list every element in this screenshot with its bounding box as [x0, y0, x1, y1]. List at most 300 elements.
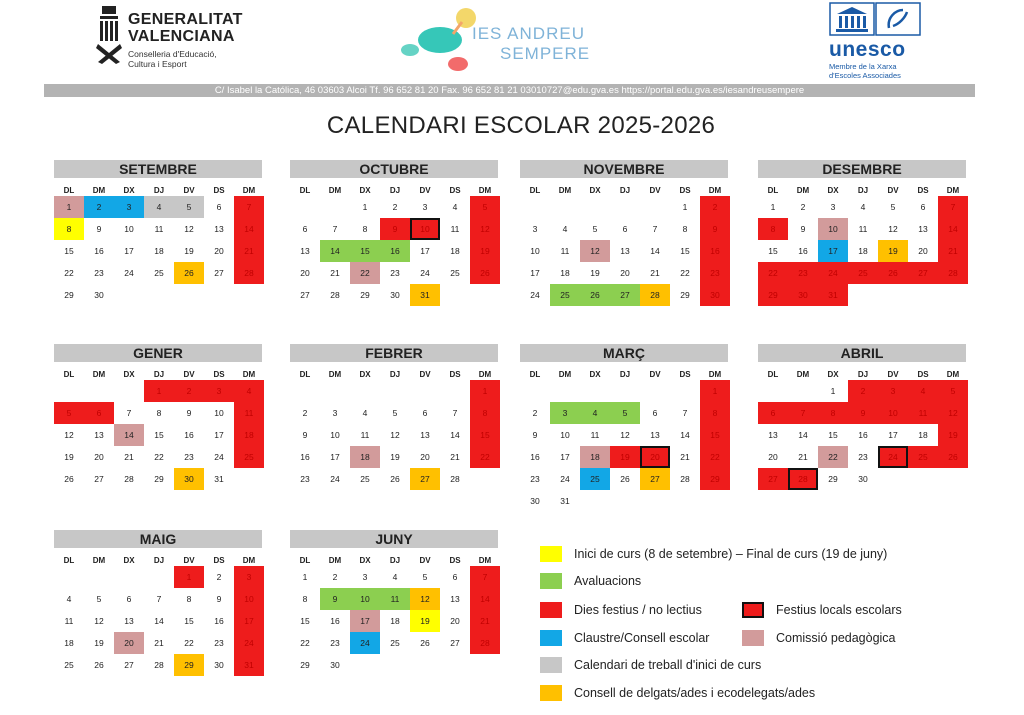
weekday-header: DJ	[153, 556, 165, 565]
day-cell: 12	[620, 430, 630, 440]
day-cell: 4	[362, 408, 368, 418]
day-cell: 28	[788, 468, 818, 490]
day-cell: 28	[450, 474, 460, 484]
month-grid	[520, 369, 730, 512]
day-cell: 18	[560, 268, 570, 278]
legend-swatch	[540, 685, 562, 701]
month-marc	[520, 344, 730, 512]
weekday-header: DL	[529, 186, 541, 195]
day-cell: 2	[392, 202, 398, 212]
day-cell: 13	[124, 616, 134, 626]
day-cell: 27	[640, 468, 670, 490]
day-cell: 25	[390, 638, 400, 648]
weekday-header: DL	[63, 370, 75, 379]
day-cell: 2	[84, 196, 114, 218]
day-cell: 7	[652, 224, 658, 234]
day-cell: 5	[592, 224, 598, 234]
day-cell: 13	[918, 224, 928, 234]
day-cell: 16	[858, 430, 868, 440]
day-cell: 28	[154, 660, 164, 670]
day-cell: 24	[124, 268, 134, 278]
legend-label: Calendari de treball d'inici de curs	[574, 658, 762, 672]
weekday-header: DM	[796, 370, 810, 379]
day-cell: 5	[890, 202, 896, 212]
day-cell: 25	[848, 262, 878, 284]
day-cell: 24	[560, 474, 570, 484]
day-cell: 22	[350, 262, 380, 284]
day-cell: 7	[452, 408, 458, 418]
day-cell: 21	[450, 452, 460, 462]
weekday-header: DX	[827, 370, 839, 379]
day-cell: 12	[580, 240, 610, 262]
day-cell: 14	[114, 424, 144, 446]
day-cell: 11	[154, 224, 164, 234]
weekday-header: DX	[589, 370, 601, 379]
day-cell: 28	[938, 262, 968, 284]
weekday-header: DL	[63, 186, 75, 195]
day-cell: 22	[680, 268, 690, 278]
day-cell: 4	[562, 224, 568, 234]
weekday-header: DX	[123, 186, 135, 195]
legend-label: Inici de curs (8 de setembre) – Final de curs (19 de juny)	[574, 547, 888, 561]
day-cell: 1	[682, 202, 688, 212]
month-grid	[758, 185, 968, 306]
empty-cell	[550, 380, 580, 402]
empty-cell	[520, 380, 550, 402]
day-cell: 17	[234, 610, 264, 632]
day-cell: 23	[330, 638, 340, 648]
day-cell: 28	[680, 474, 690, 484]
ies-logo	[398, 4, 478, 76]
day-cell: 27	[610, 284, 640, 306]
day-cell: 21	[234, 240, 264, 262]
day-cell: 20	[300, 268, 310, 278]
day-cell: 29	[300, 660, 310, 670]
day-cell: 8	[302, 594, 308, 604]
day-cell: 20	[214, 246, 224, 256]
day-cell: 25	[580, 468, 610, 490]
day-cell: 27	[450, 638, 460, 648]
weekday-header: DJ	[389, 186, 401, 195]
day-cell: 20	[768, 452, 778, 462]
day-cell: 10	[560, 430, 570, 440]
day-cell: 2	[302, 408, 308, 418]
empty-cell	[670, 380, 700, 402]
legend-swatch	[742, 602, 764, 618]
day-cell: 17	[560, 452, 570, 462]
day-cell: 28	[470, 632, 500, 654]
day-cell: 27	[908, 262, 938, 284]
day-cell: 2	[174, 380, 204, 402]
day-cell: 1	[302, 572, 308, 582]
day-cell: 9	[302, 430, 308, 440]
day-cell: 21	[124, 452, 134, 462]
day-cell: 2	[848, 380, 878, 402]
month-grid	[758, 369, 968, 490]
unesco-logo	[829, 2, 921, 36]
day-cell: 20	[114, 632, 144, 654]
day-cell: 5	[54, 402, 84, 424]
day-cell: 12	[470, 218, 500, 240]
weekday-header: DV	[887, 370, 899, 379]
day-cell: 31	[560, 496, 570, 506]
month-novembre	[520, 160, 730, 306]
weekday-header: DV	[419, 370, 431, 379]
day-cell: 14	[650, 246, 660, 256]
legend-label: Comissió pedagògica	[776, 631, 896, 645]
empty-cell	[640, 196, 670, 218]
day-cell: 29	[828, 474, 838, 484]
empty-cell	[440, 380, 470, 402]
weekday-header: DJ	[619, 370, 631, 379]
address-bar: C/ Isabel la Católica, 46 03603 Alcoi Tf. 96 652 81 20 Fax. 96 652 81 21 03010727@edu.gva.es https://portal.edu.gva.es/iesandreusempere	[44, 84, 975, 97]
day-cell: 8	[818, 402, 848, 424]
day-cell: 6	[422, 408, 428, 418]
legend-item-avaluacions	[540, 573, 641, 589]
day-cell: 28	[330, 290, 340, 300]
day-cell: 27	[410, 468, 440, 490]
day-cell: 12	[184, 224, 194, 234]
day-cell: 16	[214, 616, 224, 626]
day-cell: 18	[350, 446, 380, 468]
day-cell: 4	[66, 594, 72, 604]
weekday-header: DM	[946, 370, 960, 379]
legend-item-festius	[540, 602, 702, 618]
day-cell: 26	[64, 474, 74, 484]
day-cell: 26	[620, 474, 630, 484]
day-cell: 27	[94, 474, 104, 484]
day-cell: 4	[234, 380, 264, 402]
day-cell: 2	[216, 572, 222, 582]
day-cell: 9	[800, 224, 806, 234]
month-name: JUNY	[290, 530, 498, 548]
day-cell: 4	[144, 196, 174, 218]
day-cell: 6	[652, 408, 658, 418]
weekday-header: DM	[328, 370, 342, 379]
day-cell: 30	[330, 660, 340, 670]
empty-cell	[550, 196, 580, 218]
day-cell: 9	[96, 224, 102, 234]
day-cell: 15	[64, 246, 74, 256]
day-cell: 19	[64, 452, 74, 462]
day-cell: 21	[680, 452, 690, 462]
day-cell: 7	[332, 224, 338, 234]
day-cell: 2	[532, 408, 538, 418]
day-cell: 16	[184, 430, 194, 440]
month-grid	[290, 185, 500, 306]
legend-label: Festius locals escolars	[776, 603, 902, 617]
day-cell: 4	[860, 202, 866, 212]
day-cell: 17	[530, 268, 540, 278]
empty-cell	[290, 380, 320, 402]
day-cell: 31	[214, 474, 224, 484]
day-cell: 27	[214, 268, 224, 278]
day-cell: 18	[234, 424, 264, 446]
weekday-header: DV	[183, 186, 195, 195]
weekday-header: DM	[708, 186, 722, 195]
day-cell: 14	[470, 588, 500, 610]
day-cell: 10	[350, 588, 380, 610]
day-cell: 24	[350, 632, 380, 654]
day-cell: 17	[888, 430, 898, 440]
weekday-header: DV	[887, 186, 899, 195]
day-cell: 3	[362, 572, 368, 582]
day-cell: 24	[818, 262, 848, 284]
empty-cell	[84, 380, 114, 402]
day-cell: 22	[700, 446, 730, 468]
empty-cell	[380, 380, 410, 402]
day-cell: 13	[300, 246, 310, 256]
weekday-header: DX	[123, 370, 135, 379]
empty-cell	[640, 380, 670, 402]
empty-cell	[758, 380, 788, 402]
day-cell: 16	[94, 246, 104, 256]
day-cell: 17	[350, 610, 380, 632]
day-cell: 2	[700, 196, 730, 218]
gva-sub-2: Cultura i Esport	[128, 59, 187, 70]
day-cell: 22	[184, 638, 194, 648]
day-cell: 16	[380, 240, 410, 262]
weekday-header: DL	[63, 556, 75, 565]
day-cell: 29	[360, 290, 370, 300]
empty-cell	[54, 380, 84, 402]
day-cell: 13	[214, 224, 224, 234]
day-cell: 6	[622, 224, 628, 234]
weekday-header: DS	[917, 370, 929, 379]
day-cell: 6	[452, 572, 458, 582]
day-cell: 13	[768, 430, 778, 440]
weekday-header: DM	[946, 186, 960, 195]
weekday-header: DX	[359, 370, 371, 379]
day-cell: 6	[758, 402, 788, 424]
day-cell: 16	[530, 452, 540, 462]
day-cell: 6	[216, 202, 222, 212]
day-cell: 15	[300, 616, 310, 626]
month-grid	[54, 369, 264, 490]
day-cell: 11	[360, 430, 370, 440]
day-cell: 5	[470, 196, 500, 218]
weekday-header: DM	[708, 370, 722, 379]
legend-swatch	[540, 630, 562, 646]
month-name: MAIG	[54, 530, 262, 548]
day-cell: 9	[216, 594, 222, 604]
ies-line-1: IES ANDREU	[472, 24, 585, 43]
weekday-header: DM	[242, 556, 256, 565]
day-cell: 7	[470, 566, 500, 588]
day-cell: 15	[470, 424, 500, 446]
day-cell: 9	[380, 218, 410, 240]
gva-sub-1: Conselleria d'Educació,	[128, 48, 217, 59]
weekday-header: DS	[213, 186, 225, 195]
day-cell: 25	[450, 268, 460, 278]
weekday-header: DM	[242, 370, 256, 379]
day-cell: 3	[830, 202, 836, 212]
month-maig	[54, 530, 264, 676]
day-cell: 10	[878, 402, 908, 424]
empty-cell	[114, 566, 144, 588]
day-cell: 23	[214, 638, 224, 648]
day-cell: 23	[858, 452, 868, 462]
day-cell: 17	[330, 452, 340, 462]
unesco-sub	[829, 62, 901, 80]
day-cell: 26	[94, 660, 104, 670]
weekday-header: DS	[679, 370, 691, 379]
day-cell: 23	[700, 262, 730, 284]
ies-logo-icon	[398, 4, 478, 76]
day-cell: 18	[450, 246, 460, 256]
day-cell: 23	[390, 268, 400, 278]
month-febrer	[290, 344, 500, 490]
month-gener	[54, 344, 264, 490]
empty-cell	[144, 566, 174, 588]
month-grid	[290, 555, 500, 676]
day-cell: 27	[758, 468, 788, 490]
day-cell: 14	[154, 616, 164, 626]
weekday-header: DS	[679, 186, 691, 195]
day-cell: 21	[938, 240, 968, 262]
day-cell: 13	[650, 430, 660, 440]
unesco-sub-1: Membre de la Xarxa	[829, 62, 897, 71]
day-cell: 13	[420, 430, 430, 440]
empty-cell	[320, 196, 350, 218]
day-cell: 20	[620, 268, 630, 278]
ies-name	[472, 24, 590, 63]
day-cell: 12	[410, 588, 440, 610]
legend-item-comissio	[742, 630, 896, 646]
day-cell: 7	[234, 196, 264, 218]
day-cell: 11	[908, 402, 938, 424]
weekday-header: DX	[123, 556, 135, 565]
legend-item-festius-locals	[742, 602, 902, 618]
day-cell: 1	[144, 380, 174, 402]
day-cell: 17	[124, 246, 134, 256]
day-cell: 24	[234, 632, 264, 654]
weekday-header: DM	[478, 370, 492, 379]
day-cell: 9	[700, 218, 730, 240]
day-cell: 9	[320, 588, 350, 610]
month-octubre	[290, 160, 500, 306]
day-cell: 18	[918, 430, 928, 440]
day-cell: 10	[530, 246, 540, 256]
day-cell: 6	[302, 224, 308, 234]
month-name: MARÇ	[520, 344, 728, 362]
day-cell: 14	[320, 240, 350, 262]
day-cell: 25	[360, 474, 370, 484]
gva-shield-icon	[96, 4, 124, 66]
day-cell: 3	[332, 408, 338, 418]
day-cell: 21	[470, 610, 500, 632]
day-cell: 26	[174, 262, 204, 284]
empty-cell	[788, 380, 818, 402]
day-cell: 26	[580, 284, 610, 306]
day-cell: 16	[300, 452, 310, 462]
empty-cell	[580, 380, 610, 402]
day-cell: 8	[700, 402, 730, 424]
day-cell: 13	[94, 430, 104, 440]
day-cell: 21	[330, 268, 340, 278]
weekday-header: DS	[449, 556, 461, 565]
day-cell: 30	[700, 284, 730, 306]
weekday-header: DM	[92, 186, 106, 195]
unesco-sub-2: d'Escoles Associades	[829, 71, 901, 80]
month-name: FEBRER	[290, 344, 498, 362]
day-cell: 29	[174, 654, 204, 676]
day-cell: 19	[390, 452, 400, 462]
day-cell: 12	[64, 430, 74, 440]
month-name: NOVEMBRE	[520, 160, 728, 178]
empty-cell	[84, 566, 114, 588]
weekday-header: DV	[649, 186, 661, 195]
day-cell: 3	[422, 202, 428, 212]
empty-cell	[290, 196, 320, 218]
day-cell: 29	[680, 290, 690, 300]
day-cell: 22	[818, 446, 848, 468]
day-cell: 11	[590, 430, 600, 440]
day-cell: 31	[818, 284, 848, 306]
day-cell: 23	[300, 474, 310, 484]
day-cell: 10	[124, 224, 134, 234]
weekday-header: DL	[299, 186, 311, 195]
day-cell: 7	[682, 408, 688, 418]
page-title: CALENDARI ESCOLAR 2025-2026	[326, 112, 716, 139]
weekday-header: DV	[419, 186, 431, 195]
legend-item-inici-final	[540, 546, 887, 562]
month-grid	[290, 369, 500, 490]
day-cell: 25	[64, 660, 74, 670]
day-cell: 19	[94, 638, 104, 648]
day-cell: 8	[682, 224, 688, 234]
day-cell: 9	[532, 430, 538, 440]
weekday-header: DL	[767, 370, 779, 379]
day-cell: 3	[114, 196, 144, 218]
legend-swatch	[540, 573, 562, 589]
day-cell: 15	[680, 246, 690, 256]
day-cell: 20	[640, 446, 670, 468]
day-cell: 21	[154, 638, 164, 648]
day-cell: 29	[154, 474, 164, 484]
weekday-header: DM	[242, 186, 256, 195]
day-cell: 22	[154, 452, 164, 462]
day-cell: 30	[94, 290, 104, 300]
weekday-header: DJ	[389, 556, 401, 565]
day-cell: 5	[392, 408, 398, 418]
day-cell: 17	[818, 240, 848, 262]
empty-cell	[610, 196, 640, 218]
day-cell: 11	[380, 588, 410, 610]
day-cell: 19	[610, 446, 640, 468]
weekday-header: DL	[767, 186, 779, 195]
weekday-header: DS	[213, 556, 225, 565]
day-cell: 3	[204, 380, 234, 402]
day-cell: 25	[154, 268, 164, 278]
month-name: SETEMBRE	[54, 160, 262, 178]
weekday-header: DM	[92, 556, 106, 565]
day-cell: 26	[390, 474, 400, 484]
day-cell: 30	[788, 284, 818, 306]
day-cell: 9	[186, 408, 192, 418]
legend-item-claustre	[540, 630, 709, 646]
day-cell: 24	[420, 268, 430, 278]
day-cell: 8	[186, 594, 192, 604]
day-cell: 1	[830, 386, 836, 396]
day-cell: 29	[700, 468, 730, 490]
empty-cell	[610, 380, 640, 402]
day-cell: 29	[64, 290, 74, 300]
month-name: OCTUBRE	[290, 160, 498, 178]
month-name: DESEMBRE	[758, 160, 966, 178]
day-cell: 19	[938, 424, 968, 446]
day-cell: 13	[620, 246, 630, 256]
